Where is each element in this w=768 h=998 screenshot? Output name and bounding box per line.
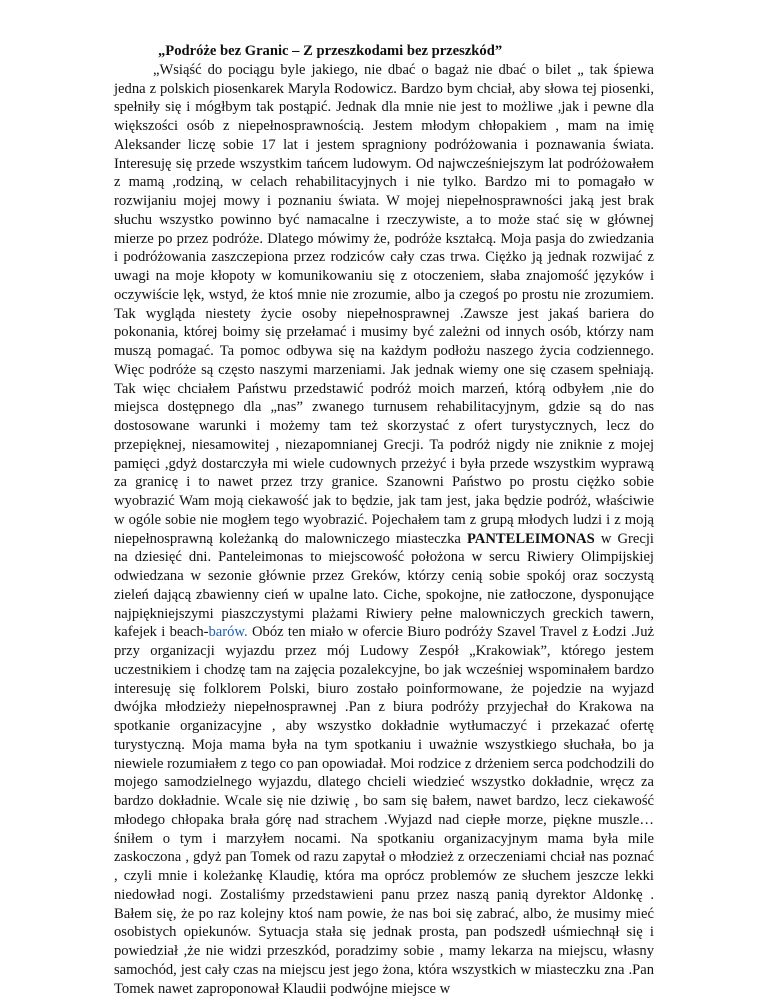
body-text-part-3: Obóz ten miało w ofercie Biuro podróży Szavel Travel z Łodzi .Już przy organizacji wyjazdu przez mój Ludowy Zespół „Krakowiak”, którego jestem uczestnikiem i chodzę tam na zajęcia pozalekcyjne, bo jak wcześniej wspominałem bardzo interesuję się folklorem Polski, biuro zostało poinformowane, że pojedzie na wyjazd dwójka młodzieży niepełnosprawnej .Pan z biura podróży przyjechał do Krakowa na spotkanie organizacyjne , aby wszystko dokładnie wytłumaczyć i przekazać ofertę turystyczną. Moja mama była na tym spotkaniu i uważnie wszystkiego słuchała, bo ja niewiele rozumiałem z tego co pan opowiadał. Moi rodzice z drżeniem serca podchodzili do mojego samodzielnego wyjazdu, dlatego chcieli wiedzieć wszystko dokładnie, wręcz za bardzo dokładnie. Wcale się nie dziwię , bo sam się bałem, nawet bardzo, lecz ciekawość młodego chłopaka brała górę nad strachem .Wyjazd nad ciepłe morze, piękne muszle… śniłem o tym i marzyłem nocami. Na spotkaniu organizacyjnym mama była mile zaskoczona , gdyż pan Tomek od razu zapytał o młodzież z orzeczeniami chciał nas poznać , czyli mnie i koleżankę Klaudię, która ma oprócz problemów ze słuchem jeszcze lekki niedowład nogi. Zostaliśmy przedstawieni panu przez naszą panią dyrektor Aldonkę . Bałem się, że po raz kolejny ktoś nam powie, że nas boi się zabrać, albo, że musimy mieć osobistych opiekunów. Sytuacja stała się jednak prosta, pan podszedł uśmiechnął się i powiedział ,że nie widzi przeszkód, poradzimy sobie , mamy lekarza na miejscu, własny samochód, jest cały czas na miejscu jest jego żona, która wszystkich w miasteczku zna .Pan Tomek nawet zaproponował Klaudii podwójne miejsce w <box>114 624 654 997</box>
body-text-part-2: w Grecji na dziesięć dni. Panteleimonas to miejscowość położona w sercu Riwiery Olimpijskiej odwiedzana w sezonie głównie przez Greków, którzy cenią sobie spokój oraz soczystą zieleń dającą zbawienny cień w upalne lato. Ciche, spokojne, nie zatłoczone, dysponujące najpiękniejszymi piaszczystymi plażami Riwiery pełne malowniczych greckich tawern, kafejek i beach- <box>114 530 654 641</box>
place-name: PANTELEIMONAS <box>466 530 595 547</box>
bars-word: barów. <box>208 624 248 641</box>
document-title: „Podróże bez Granic – Z przeszkodami bez przeszkód” <box>158 43 503 59</box>
document-page <box>114 42 654 998</box>
document-body <box>114 61 654 998</box>
body-text-part-1: „Wsiąść do pociągu byle jakiego, nie dbać o bagaż nie dbać o bilet „ tak śpiewa jedna z polskich piosenkarek Maryla Rodowicz. Bardzo bym chciał, aby słowa tej piosenki, spełniły się i mógłbym tak postąpić. Jednak dla mnie nie jest to możliwe ,jak i pewne dla większości osób z niepełnosprawnością. Jestem młodym chłopakiem , mam na imię Aleksander liczę sobie 17 lat i jestem spragniony podróżowania i poznawania świata. Interesuję się przede wszystkim tańcem ludowym. Od najwcześniejszym lat podróżowałem z mamą ,rodziną, w celach rehabilitacyjnych i nie tylko. Bardzo mi to pomagało w rozwijaniu mojej mowy i poznaniu świata. W mojej niepełnosprawności jaką jest brak słuchu wszystko powinno być namacalne i rzeczywiste, a to może stać się w głównej mierze po przez podróże. Dlatego mówimy że, podróże kształcą. Moja pasja do zwiedzania i podróżowania zaszczepiona przez rodziców cały czas trwa. Ciężko ją jednak rozwijać z uwagi na moje kłopoty w komunikowaniu się z otoczeniem, słaba znajomość języków i oczywiście lęk, wstyd, że ktoś mnie nie zrozumie, albo ja czegoś po prostu nie zrozumiem. Tak wygląda niestety życie osoby niepełnosprawnej .Zawsze jest jakaś bariera do pokonania, której boimy się przełamać i musimy być zależni od innych osób, którzy nam muszą pomagać. Ta pomoc odbywa się na każdym podłożu naszego życia codziennego. Więc podróże są często naszymi marzeniami. Jak jednak wiemy one się czasem spełniają. Tak więc chciałem Państwu przedstawić podróż moich marzeń, którą odbyłem ,nie do miejsca dostępnego dla „nas” zwanego turnusem rehabilitacyjnym, gdzie są do nas dostosowane warunki i możemy tam też skorzystać z ofert turystycznych, lecz do przepięknej, niesamowitej , niezapomnianej Grecji. Ta podróż nigdy nie zniknie z mojej pamięci ,gdyż dostarczyła mi wiele cudownych przeżyć i była przede wszystkim wyprawą za granicę i to nawet przez trzy granice. Szanowni Państwo po prostu ciężko sobie wyobrazić Wam moją ciekawość jak to będzie, jak tam jest, jaka będzie podróż, właściwie w ogóle sobie nie mogłem tego wyobrazić. Pojechałem tam z grupą młodych ludzi i z moją niepełnosprawną koleżanką do malowniczego miasteczka <box>114 61 654 547</box>
